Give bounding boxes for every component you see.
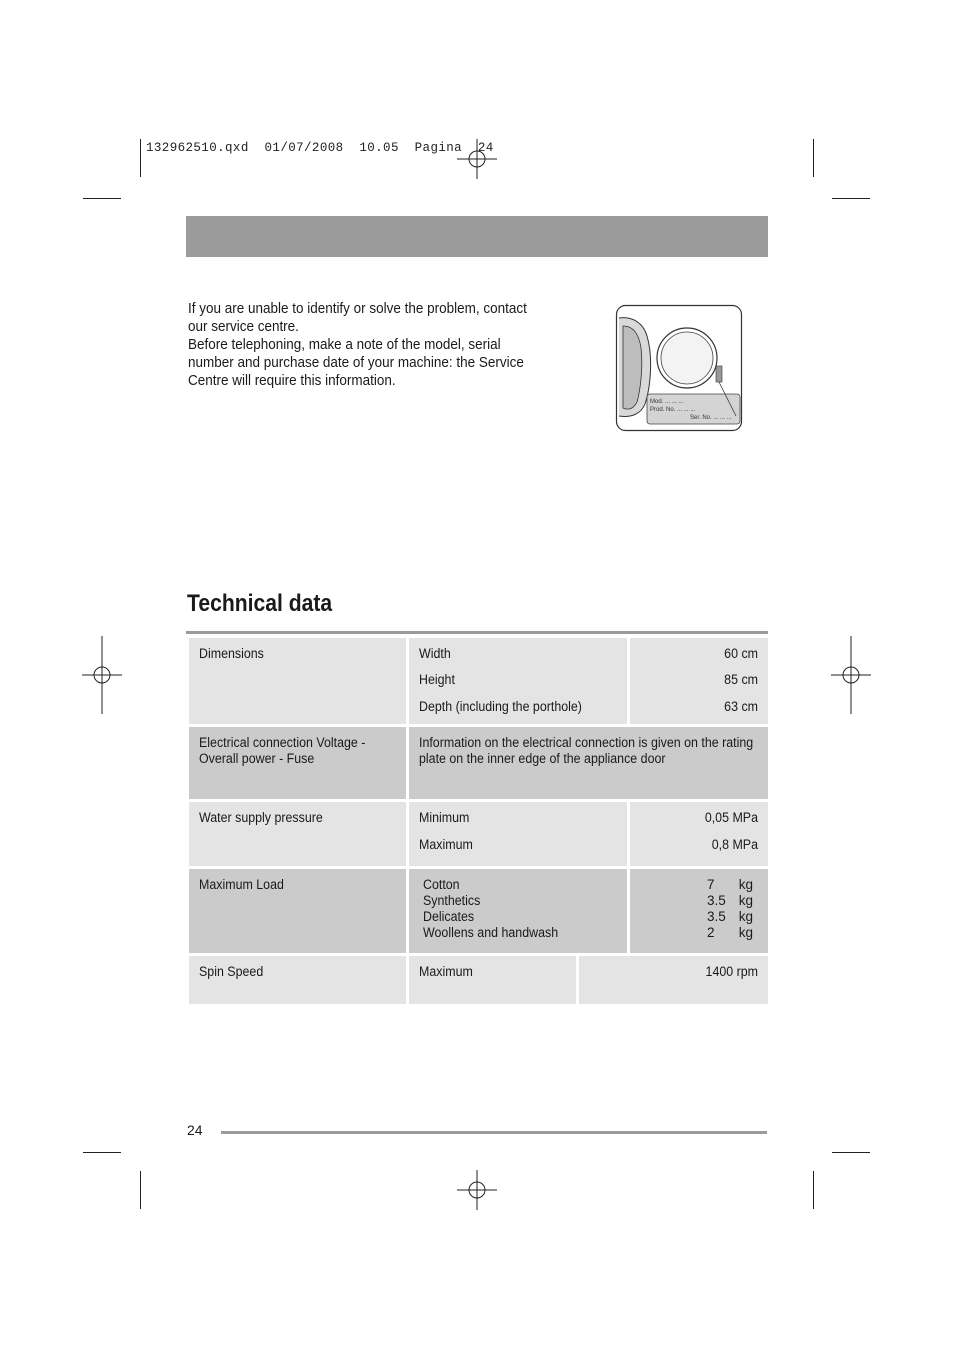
dimension-value: 63 cm: [724, 699, 759, 714]
crop-mark: [83, 198, 121, 199]
spin-value: 1400 rpm: [705, 964, 759, 979]
crop-mark: [83, 1152, 121, 1153]
rating-plate-ser: Ser. No. ... ... ...: [690, 415, 732, 421]
footer-rule: [221, 1131, 767, 1134]
label-cell: [188, 868, 408, 955]
values-cell: [629, 868, 770, 955]
registration-mark-icon: [457, 1170, 497, 1210]
label-cell: [188, 637, 408, 726]
items-cell: [408, 955, 578, 1006]
dimension-value: 60 cm: [724, 646, 759, 661]
items-cell: [408, 637, 629, 726]
table-row: [188, 955, 770, 1006]
dimension-item: Height: [419, 672, 455, 687]
title-rule: [186, 631, 768, 634]
washing-machine-rating-plate-illustration: [615, 304, 743, 432]
pressure-value: 0,05 MPa: [704, 810, 759, 825]
load-unit: kg: [738, 877, 754, 892]
row-label: Dimensions: [199, 646, 264, 661]
row-label: Electrical connection Voltage - Overall power - Fuse: [199, 735, 366, 766]
label-cell: [188, 955, 408, 1006]
spin-item: Maximum: [419, 964, 473, 979]
items-cell: [408, 801, 629, 868]
technical-data-table: [186, 635, 771, 1007]
load-item: Cotton: [423, 877, 460, 892]
crop-mark: [140, 139, 141, 177]
crop-mark: [140, 1171, 141, 1209]
load-unit: kg: [738, 893, 754, 908]
dimension-item: Depth (including the porthole): [419, 699, 582, 714]
row-label: Water supply pressure: [199, 810, 323, 825]
intro-paragraph: Before telephoning, make a note of the model, serial number and purchase date of your machine: the Service Centre will require this information.: [188, 337, 524, 389]
table-row: [188, 637, 770, 726]
table-row: [188, 726, 770, 801]
crop-mark: [813, 1171, 814, 1209]
rating-plate-prod: Prod. No. ... ... ...: [650, 407, 696, 413]
info-cell: [408, 726, 770, 801]
dimension-item: Width: [419, 646, 451, 661]
row-label: Spin Speed: [199, 964, 264, 979]
table-row: [188, 868, 770, 955]
load-amount: 3.5: [707, 909, 726, 924]
crop-mark: [813, 139, 814, 177]
pressure-item: Minimum: [419, 810, 470, 825]
values-cell: [629, 801, 770, 868]
crop-mark: [832, 198, 870, 199]
intro-text: [188, 300, 541, 390]
load-amount: 3.5: [707, 893, 726, 908]
section-title: Technical data: [187, 590, 333, 617]
electrical-info: Information on the electrical connection is given on the rating plate on the inner edge of the appliance door: [419, 735, 754, 766]
registration-mark-icon: [82, 636, 122, 714]
load-item: Delicates: [423, 909, 475, 924]
page-number: 24: [187, 1122, 203, 1138]
file-slug: 132962510.qxd 01/07/2008 10.05 Pagina 24: [146, 141, 494, 155]
values-cell: [578, 955, 770, 1006]
table-row: [188, 801, 770, 868]
load-item: Synthetics: [423, 893, 481, 908]
load-amount: 7: [707, 877, 715, 892]
load-item: Woollens and handwash: [423, 925, 559, 940]
load-amount: 2: [707, 925, 715, 940]
pressure-value: 0,8 MPa: [711, 837, 759, 852]
pressure-item: Maximum: [419, 837, 473, 852]
crop-mark: [832, 1152, 870, 1153]
label-cell: [188, 801, 408, 868]
intro-paragraph: If you are unable to identify or solve the problem, contact our service centre.: [188, 301, 527, 335]
section-header-bar: [186, 216, 768, 257]
rating-plate-mod: Mod. ... ... ...: [650, 399, 684, 405]
registration-mark-icon: [457, 139, 497, 179]
label-cell: [188, 726, 408, 801]
dimension-value: 85 cm: [724, 672, 759, 687]
registration-mark-icon: [831, 636, 871, 714]
values-cell: [629, 637, 770, 726]
load-unit: kg: [738, 909, 754, 924]
load-unit: kg: [738, 925, 754, 940]
items-cell: [408, 868, 629, 955]
row-label: Maximum Load: [199, 877, 284, 892]
